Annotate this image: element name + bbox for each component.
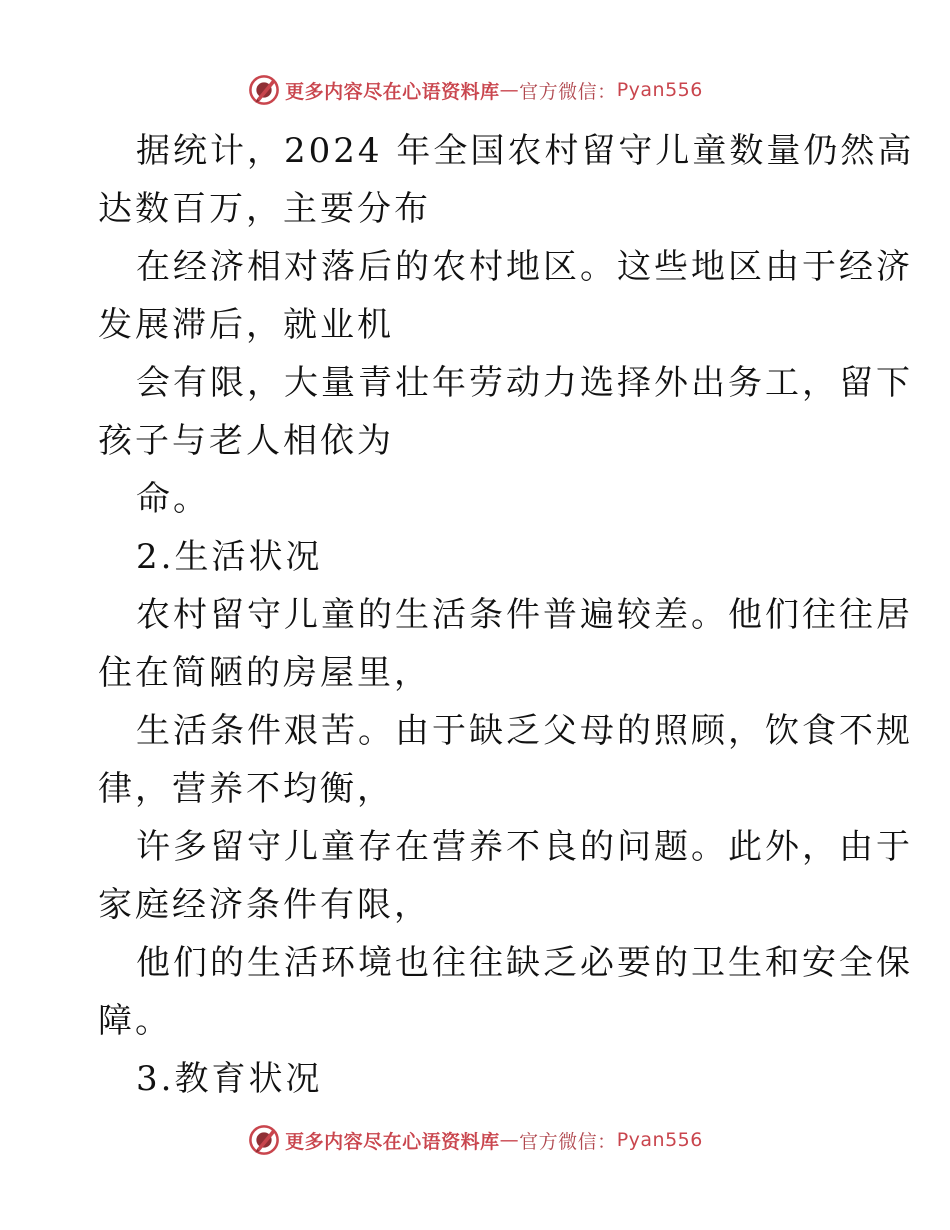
pen-logo-icon — [247, 73, 281, 107]
paragraph-line: 孩子与老人相依为 — [98, 421, 394, 461]
section-heading-living: 2.生活状况 — [136, 537, 323, 577]
banner-wechat-id: Pyan556 — [616, 79, 703, 101]
banner-main-text: 更多内容尽在心语资料库 — [285, 1130, 500, 1153]
paragraph-line: 命。 — [136, 479, 210, 519]
header-watermark — [0, 70, 950, 110]
paragraph-line: 家庭经济条件有限， — [98, 885, 431, 925]
banner-separator: — — [499, 79, 520, 101]
paragraph-line: 他们的生活环境也往往缺乏必要的卫生和安全保 — [136, 943, 913, 983]
paragraph-line: 据统计，2024 年全国农村留守儿童数量仍然高 — [136, 131, 915, 171]
paragraph-line: 发展滞后，就业机 — [98, 305, 394, 345]
document-body — [98, 122, 915, 1108]
paragraph-line: 会有限，大量青壮年劳动力选择外出务工，留下 — [136, 363, 913, 403]
footer-watermark — [0, 1120, 950, 1160]
paragraph-line: 障。 — [98, 1001, 172, 1041]
pen-logo-icon — [247, 1123, 281, 1157]
paragraph-line: 达数百万，主要分布 — [98, 189, 431, 229]
paragraph-line: 生活条件艰苦。由于缺乏父母的照顾，饮食不规 — [136, 711, 913, 751]
paragraph-line: 农村留守儿童的生活条件普遍较差。他们往往居 — [136, 595, 913, 635]
paragraph-line: 住在简陋的房屋里， — [98, 653, 431, 693]
banner-separator: — — [499, 1129, 520, 1151]
banner-wechat-label: 官方微信： — [519, 80, 617, 103]
section-heading-education: 3.教育状况 — [136, 1059, 323, 1099]
banner-main-text: 更多内容尽在心语资料库 — [285, 80, 500, 103]
banner-wechat-label: 官方微信： — [519, 1130, 617, 1153]
banner-wechat-id: Pyan556 — [616, 1129, 703, 1151]
paragraph-line: 许多留守儿童存在营养不良的问题。此外，由于 — [136, 827, 913, 867]
paragraph-line: 律，营养不均衡， — [98, 769, 394, 809]
paragraph-line: 在经济相对落后的农村地区。这些地区由于经济 — [136, 247, 913, 287]
